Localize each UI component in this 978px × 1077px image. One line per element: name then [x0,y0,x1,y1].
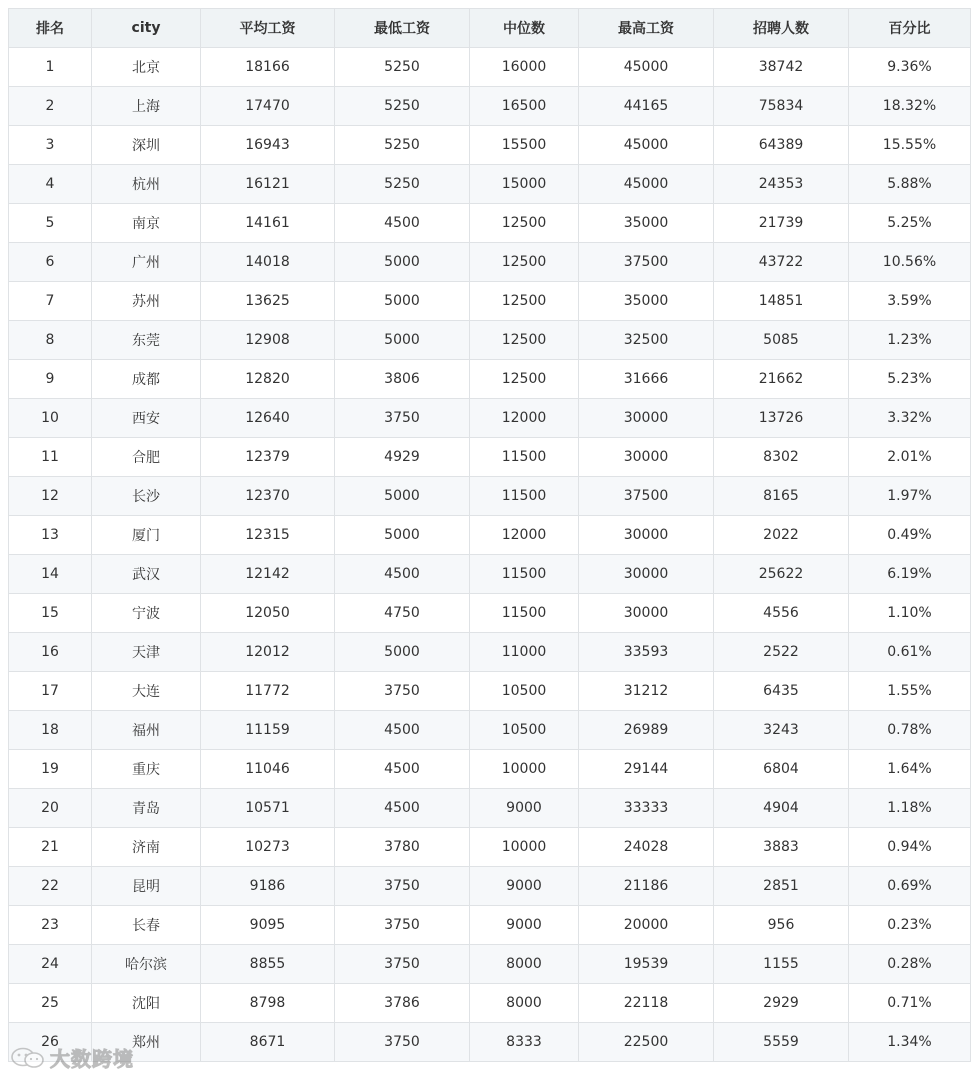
cell-city: 郑州 [92,1023,201,1062]
cell-median: 9000 [470,906,579,945]
cell-median: 15500 [470,126,579,165]
cell-average-salary: 8855 [201,945,335,984]
cell-average-salary: 9186 [201,867,335,906]
cell-percentage: 1.97% [849,477,971,516]
cell-average-salary: 12820 [201,360,335,399]
cell-average-salary: 11046 [201,750,335,789]
cell-median: 12500 [470,282,579,321]
cell-rank: 13 [9,516,92,555]
header-percentage: 百分比 [849,9,971,48]
cell-maximum-salary: 30000 [579,594,714,633]
cell-average-salary: 12908 [201,321,335,360]
cell-minimum-salary: 3750 [335,867,470,906]
cell-rank: 8 [9,321,92,360]
header-median: 中位数 [470,9,579,48]
cell-city: 西安 [92,399,201,438]
table-row [9,633,971,672]
cell-median: 11500 [470,555,579,594]
cell-job-openings: 4556 [714,594,849,633]
cell-percentage: 1.34% [849,1023,971,1062]
cell-rank: 4 [9,165,92,204]
cell-maximum-salary: 37500 [579,243,714,282]
cell-percentage: 1.55% [849,672,971,711]
cell-percentage: 15.55% [849,126,971,165]
cell-rank: 9 [9,360,92,399]
header-rank: 排名 [9,9,92,48]
cell-rank: 15 [9,594,92,633]
cell-maximum-salary: 35000 [579,282,714,321]
cell-percentage: 0.28% [849,945,971,984]
cell-city: 昆明 [92,867,201,906]
cell-percentage: 9.36% [849,48,971,87]
cell-percentage: 2.01% [849,438,971,477]
cell-percentage: 5.25% [849,204,971,243]
cell-minimum-salary: 5250 [335,87,470,126]
cell-city: 东莞 [92,321,201,360]
cell-job-openings: 8165 [714,477,849,516]
cell-median: 11500 [470,438,579,477]
table-row [9,867,971,906]
cell-average-salary: 17470 [201,87,335,126]
table-row [9,594,971,633]
cell-rank: 2 [9,87,92,126]
cell-rank: 16 [9,633,92,672]
cell-average-salary: 16121 [201,165,335,204]
cell-maximum-salary: 37500 [579,477,714,516]
cell-maximum-salary: 30000 [579,399,714,438]
table-row [9,984,971,1023]
cell-median: 9000 [470,789,579,828]
cell-median: 12000 [470,516,579,555]
cell-job-openings: 21662 [714,360,849,399]
cell-maximum-salary: 19539 [579,945,714,984]
cell-median: 12000 [470,399,579,438]
cell-minimum-salary: 3750 [335,1023,470,1062]
header-average-salary: 平均工资 [201,9,335,48]
cell-median: 16000 [470,48,579,87]
cell-median: 12500 [470,243,579,282]
cell-rank: 6 [9,243,92,282]
table-row [9,750,971,789]
cell-rank: 10 [9,399,92,438]
cell-job-openings: 6804 [714,750,849,789]
cell-rank: 23 [9,906,92,945]
cell-maximum-salary: 20000 [579,906,714,945]
cell-job-openings: 14851 [714,282,849,321]
table-row [9,126,971,165]
cell-median: 11500 [470,594,579,633]
cell-maximum-salary: 45000 [579,48,714,87]
cell-city: 武汉 [92,555,201,594]
cell-maximum-salary: 22118 [579,984,714,1023]
cell-average-salary: 8671 [201,1023,335,1062]
cell-minimum-salary: 4500 [335,789,470,828]
cell-median: 8333 [470,1023,579,1062]
cell-job-openings: 2851 [714,867,849,906]
cell-average-salary: 11159 [201,711,335,750]
cell-median: 12500 [470,204,579,243]
cell-minimum-salary: 4500 [335,555,470,594]
cell-average-salary: 8798 [201,984,335,1023]
cell-median: 15000 [470,165,579,204]
cell-maximum-salary: 26989 [579,711,714,750]
cell-percentage: 0.78% [849,711,971,750]
cell-city: 杭州 [92,165,201,204]
cell-average-salary: 14161 [201,204,335,243]
cell-percentage: 0.49% [849,516,971,555]
cell-job-openings: 2929 [714,984,849,1023]
cell-job-openings: 5559 [714,1023,849,1062]
cell-rank: 7 [9,282,92,321]
cell-average-salary: 12142 [201,555,335,594]
cell-job-openings: 1155 [714,945,849,984]
table-row [9,789,971,828]
cell-city: 沈阳 [92,984,201,1023]
cell-median: 11000 [470,633,579,672]
cell-average-salary: 12050 [201,594,335,633]
cell-minimum-salary: 3780 [335,828,470,867]
table-row [9,438,971,477]
cell-city: 广州 [92,243,201,282]
cell-percentage: 1.64% [849,750,971,789]
cell-median: 10000 [470,828,579,867]
cell-job-openings: 75834 [714,87,849,126]
cell-maximum-salary: 29144 [579,750,714,789]
cell-percentage: 1.18% [849,789,971,828]
cell-job-openings: 3883 [714,828,849,867]
cell-city: 上海 [92,87,201,126]
cell-minimum-salary: 3750 [335,672,470,711]
cell-job-openings: 24353 [714,165,849,204]
cell-rank: 1 [9,48,92,87]
cell-job-openings: 43722 [714,243,849,282]
cell-rank: 25 [9,984,92,1023]
cell-maximum-salary: 31666 [579,360,714,399]
cell-city: 成都 [92,360,201,399]
cell-maximum-salary: 30000 [579,438,714,477]
city-salary-table [8,8,971,1062]
table-row [9,165,971,204]
cell-city: 大连 [92,672,201,711]
cell-median: 8000 [470,945,579,984]
table-row [9,360,971,399]
cell-percentage: 0.61% [849,633,971,672]
cell-minimum-salary: 4929 [335,438,470,477]
cell-rank: 20 [9,789,92,828]
table-row [9,399,971,438]
cell-minimum-salary: 4500 [335,711,470,750]
cell-rank: 22 [9,867,92,906]
table-row [9,48,971,87]
cell-city: 青岛 [92,789,201,828]
cell-city: 重庆 [92,750,201,789]
cell-average-salary: 14018 [201,243,335,282]
cell-average-salary: 10273 [201,828,335,867]
table-row [9,477,971,516]
cell-minimum-salary: 5250 [335,48,470,87]
cell-job-openings: 8302 [714,438,849,477]
cell-percentage: 5.23% [849,360,971,399]
cell-rank: 19 [9,750,92,789]
cell-maximum-salary: 30000 [579,555,714,594]
cell-city: 天津 [92,633,201,672]
cell-city: 合肥 [92,438,201,477]
cell-rank: 5 [9,204,92,243]
cell-percentage: 1.23% [849,321,971,360]
cell-rank: 17 [9,672,92,711]
table-row [9,945,971,984]
cell-minimum-salary: 4500 [335,750,470,789]
cell-percentage: 10.56% [849,243,971,282]
cell-maximum-salary: 44165 [579,87,714,126]
cell-percentage: 1.10% [849,594,971,633]
cell-percentage: 5.88% [849,165,971,204]
cell-job-openings: 21739 [714,204,849,243]
cell-job-openings: 2522 [714,633,849,672]
cell-minimum-salary: 5000 [335,477,470,516]
cell-median: 10000 [470,750,579,789]
cell-city: 厦门 [92,516,201,555]
cell-maximum-salary: 33593 [579,633,714,672]
cell-job-openings: 64389 [714,126,849,165]
cell-maximum-salary: 35000 [579,204,714,243]
cell-average-salary: 9095 [201,906,335,945]
cell-median: 8000 [470,984,579,1023]
cell-rank: 11 [9,438,92,477]
table-row [9,1023,971,1062]
table-row [9,516,971,555]
header-minimum-salary: 最低工资 [335,9,470,48]
cell-rank: 26 [9,1023,92,1062]
cell-job-openings: 13726 [714,399,849,438]
cell-city: 福州 [92,711,201,750]
cell-percentage: 3.59% [849,282,971,321]
cell-job-openings: 6435 [714,672,849,711]
cell-maximum-salary: 32500 [579,321,714,360]
cell-job-openings: 5085 [714,321,849,360]
cell-city: 长春 [92,906,201,945]
cell-percentage: 0.94% [849,828,971,867]
cell-job-openings: 25622 [714,555,849,594]
cell-minimum-salary: 3786 [335,984,470,1023]
cell-job-openings: 38742 [714,48,849,87]
cell-job-openings: 2022 [714,516,849,555]
cell-percentage: 3.32% [849,399,971,438]
table-row [9,321,971,360]
cell-minimum-salary: 5250 [335,165,470,204]
table-row [9,828,971,867]
cell-minimum-salary: 3750 [335,906,470,945]
table-body [9,48,971,1062]
table-row [9,555,971,594]
cell-maximum-salary: 31212 [579,672,714,711]
cell-average-salary: 13625 [201,282,335,321]
cell-rank: 24 [9,945,92,984]
cell-average-salary: 12315 [201,516,335,555]
cell-maximum-salary: 21186 [579,867,714,906]
cell-maximum-salary: 30000 [579,516,714,555]
cell-percentage: 0.23% [849,906,971,945]
cell-city: 苏州 [92,282,201,321]
cell-median: 10500 [470,711,579,750]
cell-percentage: 18.32% [849,87,971,126]
table-row [9,87,971,126]
cell-city: 深圳 [92,126,201,165]
cell-rank: 14 [9,555,92,594]
cell-minimum-salary: 5250 [335,126,470,165]
cell-job-openings: 4904 [714,789,849,828]
cell-maximum-salary: 45000 [579,165,714,204]
cell-job-openings: 3243 [714,711,849,750]
cell-city: 哈尔滨 [92,945,201,984]
cell-minimum-salary: 5000 [335,633,470,672]
cell-percentage: 0.71% [849,984,971,1023]
cell-average-salary: 12379 [201,438,335,477]
cell-average-salary: 16943 [201,126,335,165]
cell-maximum-salary: 45000 [579,126,714,165]
cell-city: 宁波 [92,594,201,633]
cell-median: 12500 [470,360,579,399]
cell-average-salary: 11772 [201,672,335,711]
cell-median: 16500 [470,87,579,126]
cell-city: 济南 [92,828,201,867]
cell-minimum-salary: 5000 [335,516,470,555]
cell-percentage: 0.69% [849,867,971,906]
cell-minimum-salary: 3750 [335,399,470,438]
table-row [9,282,971,321]
header-city: city [92,9,201,48]
header-maximum-salary: 最高工资 [579,9,714,48]
table-row [9,906,971,945]
cell-median: 10500 [470,672,579,711]
cell-minimum-salary: 5000 [335,321,470,360]
cell-maximum-salary: 33333 [579,789,714,828]
cell-average-salary: 12640 [201,399,335,438]
watermark-text: 大数跨境 [50,1047,134,1071]
cell-rank: 21 [9,828,92,867]
cell-median: 12500 [470,321,579,360]
table-header [9,9,971,48]
cell-maximum-salary: 22500 [579,1023,714,1062]
table-row [9,711,971,750]
table-row [9,672,971,711]
cell-median: 11500 [470,477,579,516]
cell-average-salary: 18166 [201,48,335,87]
cell-average-salary: 12370 [201,477,335,516]
cell-average-salary: 12012 [201,633,335,672]
header-row [9,9,971,48]
header-job-openings: 招聘人数 [714,9,849,48]
cell-city: 长沙 [92,477,201,516]
cell-minimum-salary: 3750 [335,945,470,984]
table-row [9,204,971,243]
cell-city: 南京 [92,204,201,243]
cell-average-salary: 10571 [201,789,335,828]
cell-median: 9000 [470,867,579,906]
cell-city: 北京 [92,48,201,87]
cell-minimum-salary: 3806 [335,360,470,399]
salary-table-container [8,8,970,1062]
cell-minimum-salary: 4750 [335,594,470,633]
cell-rank: 12 [9,477,92,516]
cell-minimum-salary: 4500 [335,204,470,243]
cell-rank: 18 [9,711,92,750]
cell-minimum-salary: 5000 [335,282,470,321]
cell-job-openings: 956 [714,906,849,945]
cell-maximum-salary: 24028 [579,828,714,867]
cell-minimum-salary: 5000 [335,243,470,282]
table-row [9,243,971,282]
cell-rank: 3 [9,126,92,165]
cell-percentage: 6.19% [849,555,971,594]
